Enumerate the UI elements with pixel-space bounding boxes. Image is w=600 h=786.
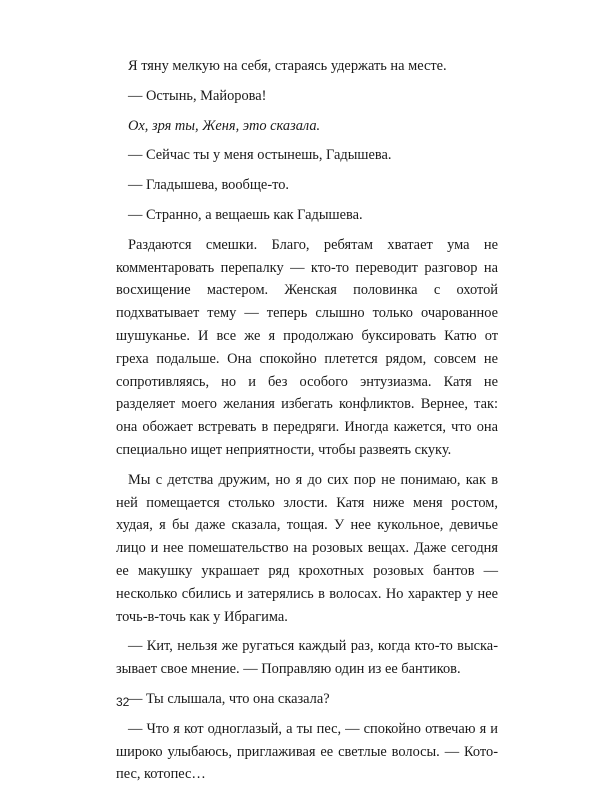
dialogue-line: — Ты слышала, что она сказала? bbox=[128, 690, 330, 707]
page-number: 32 bbox=[116, 695, 130, 709]
paragraph: Раздаются смешки. Благо, ребятам хватает ума не комментаровать перепалку — кто-то переводит разговор на восхищение мастером. Женская половинка с охотой подхватывает тему — теперь слышно только очарованное шушуканье. И все же я продолжаю буксировать Катю от греха подальше. Она спокойно плетется рядом, совсем не сопротивляясь, но и без особого энтузиазма. Катя не разделяет моего желания избегать конфликтов. Вернее, так: она обожает встревать в передряги. Иногда кажется, что она специально ищет неприятности, чтобы развеять скуку. bbox=[116, 236, 498, 458]
dialogue-line: — Гладышева, вообще-то. bbox=[128, 177, 290, 194]
dialogue-line: — Странно, а вещаешь как Гадышева. bbox=[128, 206, 363, 223]
paragraph: Мы с детства дружим, но я до сих пор не понимаю, как в ней помещается столько злости. Катя ниже меня ростом, худая, я бы даже сказала, тощая. У нее кукольное, девичье лицо и нее помешательство на розовых вещах. Даже сегодня ее макушку украшает ряд крохотных розовых бантов — несколько сбились и затерялись в волосах. Но характер у нее точь-в-точь как у Ибрагима. bbox=[116, 471, 498, 625]
dialogue-line: — Что я кот одноглазый, а ты пес, — спокойно отвечаю я и широко улыбаюсь, приглаживая ее светлые волосы. — Котопес, котопес… bbox=[116, 720, 498, 783]
dialogue-line: — Остынь, Майорова! bbox=[128, 87, 267, 104]
text-body bbox=[116, 48, 498, 786]
dialogue-line: — Сейчас ты у меня остынешь, Гадышева. bbox=[128, 147, 392, 164]
dialogue-line: — Кит, нельзя же ругаться каждый раз, когда кто-то высказывает свое мнение. — Поправляю один из ее бантиков. bbox=[116, 638, 498, 678]
inner-thought: Ох, зря ты, Женя, это сказала. bbox=[128, 117, 321, 134]
paragraph: Я тяну мелкую на себя, стараясь удержать на месте. bbox=[128, 58, 447, 74]
